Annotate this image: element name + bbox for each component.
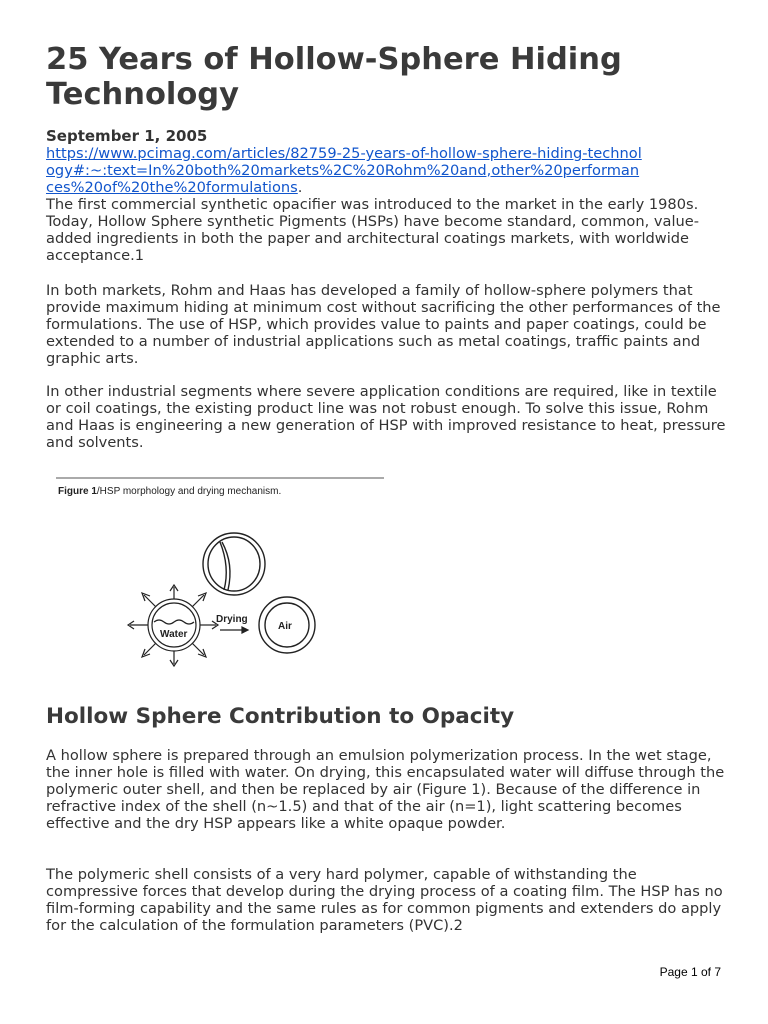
paragraph-industrial: In other industrial segments where severe application conditions are required, like in textile or coil coatings, the existing product line was not robust enough. To solve this issue, Rohm and Haas is engineering a new generation of HSP with improved resistance to heat, pressure and solvents. bbox=[46, 383, 726, 451]
paragraph-markets: In both markets, Rohm and Haas has developed a family of hollow-sphere polymers that provide maximum hiding at minimum cost without sacrificing the other performances of the formulations. The use of HSP, which provides value to paints and paper coatings, could be extended to a number of industrial applications such as metal coatings, traffic paints and graphic arts. bbox=[46, 282, 721, 367]
source-link[interactable]: https://www.pcimag.com/articles/82759-25-years-of-hollow-sphere-hiding-technology#:~:text=In%20both%20markets%2C%20Rohm%20and,other%20performances%20of%20the%20formulations bbox=[46, 145, 642, 196]
water-label: Water bbox=[160, 629, 188, 640]
air-label: Air bbox=[278, 621, 292, 632]
drying-label: Drying bbox=[216, 614, 248, 625]
page-number: Page 1 of 7 bbox=[659, 965, 721, 979]
page-title: 25 Years of Hollow-Sphere Hiding Technology bbox=[46, 42, 622, 112]
water-sphere-icon bbox=[128, 585, 218, 666]
figure-1 bbox=[54, 472, 394, 672]
source-link-line: https://www.pcimag.com/articles/82759-25-years-of-hollow-sphere-hiding-technology#:~:text=In%20both%20markets%2C%20Rohm%20and,other%20performances%20of%20the%20formulations. bbox=[46, 145, 642, 196]
paragraph-intro: The first commercial synthetic opacifier was introduced to the market in the early 1980s. Today, Hollow Sphere synthetic Pigments (HSPs) have become standard, common, value-added ingredients in both the paper and architectural coatings markets, with worldwide acceptance.1 bbox=[46, 196, 699, 264]
drying-arrow-icon bbox=[220, 627, 248, 633]
figure-caption: Figure 1/HSP morphology and drying mechanism. bbox=[58, 486, 282, 497]
paragraph-hollow-sphere: A hollow sphere is prepared through an emulsion polymerization process. In the wet stage, the inner hole is filled with water. On drying, this encapsulated water will diffuse through the polymeric outer shell, and then be replaced by air (Figure 1). Because of the difference in refractive index of the shell (n~1.5) and that of the air (n=1), light scattering becomes effective and the dry HSP appears like a white opaque powder. bbox=[46, 747, 725, 832]
section-heading: Hollow Sphere Contribution to Opacity bbox=[46, 704, 515, 729]
publish-date: September 1, 2005 bbox=[46, 127, 208, 145]
paragraph-polymeric-shell: The polymeric shell consists of a very hard polymer, capable of withstanding the compressive forces that develop during the drying process of a coating film. The HSP has no film-forming capability and the same rules as for common pigments and extenders do apply for the calculation of the formulation parameters (PVC).2 bbox=[46, 866, 723, 934]
cracked-sphere-icon bbox=[203, 533, 265, 595]
